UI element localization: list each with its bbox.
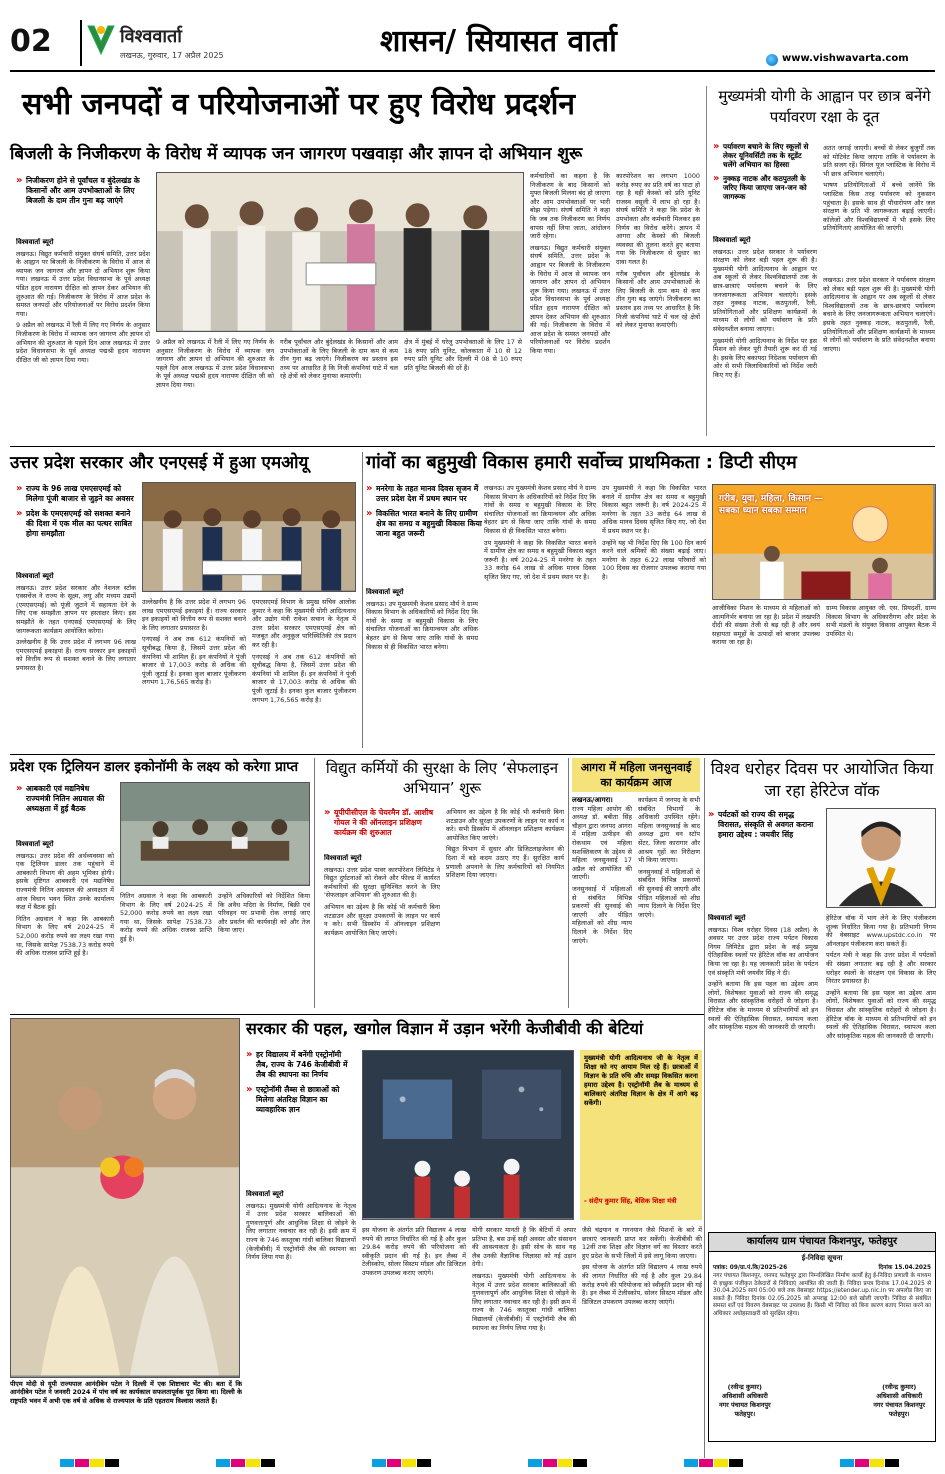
bijli-body-4: क्षेत्र में मुंबई में घरेलू उपभोक्ताओं के लिए 17 से 18 रुपए प्रति यूनिट, कोलकाता में 10 से 12 रुपए प्रति यूनिट और दिल्ली में 08 से 10 रुपए प्रति यूनिट बिजली की दरें हैं।	[404, 338, 522, 372]
kgbv-bullet-1: » हर विद्यालय में बनेंगी एस्ट्रोनॉमी लैब, राज्य के 746 केजीबीवी में लैब की स्थापना का निर्णय	[246, 1050, 356, 1080]
women-byline: लखनऊ/आगरा।	[572, 796, 613, 804]
heritage-body-4: पर्यटन मंत्री ने कहा कि उत्तर प्रदेश में पर्यटकों की संख्या लगातार बढ़ रही है और सरकार धरोहर स्थलों के संरक्षण एवं विकास के लिए निरंतर प्रयासरत है।	[826, 951, 936, 986]
kgbv-col-1	[246, 1190, 356, 1442]
bijli-body-6b: गरीब पूर्वांचल और बुंदेलखंड के किसानों और आम उपभोक्ताओं के लिए बिजली के दाम कम से कम तीन गुना बढ़ जाएंगे। निजीकरण का प्रस्ताव इस तथ्य पर आधारित है कि निजी कंपनियां घाटे में चल रहे क्षेत्रों को लेकर मुनाफा कमाएंगी।	[616, 269, 700, 330]
kgbv-governor-photo	[10, 1018, 240, 1378]
trillion-headline: प्रदेश एक ट्रिलियन डालर इकोनॉमी के लक्ष्य को करेगा प्राप्त	[10, 759, 299, 775]
tender-notice	[708, 1232, 936, 1442]
heritage-col-1	[708, 914, 818, 1228]
notice-ref-right: दिनांक 15.04.2025	[878, 1265, 931, 1271]
notice-sign-right-role: अधिशासी अधिकारी	[876, 1392, 923, 1400]
safeline-story	[318, 758, 566, 1013]
masthead-underline	[10, 70, 935, 72]
kgbv-quote-box	[580, 1050, 702, 1220]
column-divider-trillion	[314, 758, 315, 1008]
banner-headline: सभी जनपदों व परियोजनाओं पर हुए विरोध प्रदर्शन	[22, 87, 575, 122]
deputy-body-2: उप मुख्यमंत्री ने कहा कि विकसित भारत बनाने में ग्रामीण क्षेत्र का समग्र व बहुमुखी विकास बहुत जरूरी है। वर्ष 2024-25 में मनरेगा के तहत 33 करोड़ 64 लाख से अधिक मानव दिवस सृजित किए गए, जो देश में प्रथम स्थान पर है।	[484, 538, 596, 581]
heritage-col-2	[826, 914, 936, 1228]
notice-sign-right-name: (रवीन्द्र कुमार)	[882, 1383, 917, 1391]
cm-body-1: लखनऊ। उत्तर प्रदेश सरकार ने पर्यावरण संरक्षण को लेकर बड़ी पहल शुरू की है। मुख्यमंत्री योगी आदित्यनाथ के आह्वान पर अब स्कूलों से लेकर विश्वविद्यालयों तक के छात्र-छात्राएं पर्यावरण बचाने के लिए जनजागरूकता अभियान चलाएंगे। इसके तहत नुक्कड़ नाटक, कठपुतली, रैली, प्रतियोगिताओं और प्रशिक्षण कार्यक्रमों के माध्यम से लोगों को पर्यावरण के प्रति संवेदनशील बनाया जाएगा।	[713, 247, 817, 333]
notice-signatures	[709, 1381, 935, 1421]
deputy-body-5: ग्राम्य विकास आयुक्त जी. एस. प्रियदर्शी, ग्राम्य विकास विभाग के अधिकारीगण और प्रदेश के सभी मंडलों के संयुक्त विकास आयुक्त बैठक में उपस्थित थे।	[826, 604, 936, 638]
cm-story-right-col-2	[823, 276, 935, 432]
cm-body-3: अतत जगाई जाएगी। बच्चों से लेकर बुजुर्गों तक को मोटिवेट किया जाएगा ताकि वे पर्यावरण के प्रति सजग रहें। सिंगल यूज प्लास्टिक के विरोध में भी छात्र अभियान चलाएंगे।	[823, 144, 935, 178]
trillion-body-3: उन्होंने अधिकारियों को निर्देशित किया कि अवैध मदिरा के निर्माण, बिक्री एवं परिवहन पर प्रभावी रोक लगाई जाए और प्रवर्तन की कार्यवाही को और तेज किया जाए।	[218, 892, 310, 935]
heritage-bullet-1: » पर्यटकों को राज्य की समृद्ध विरासत, संस्कृति से अवगत कराना हमारा उद्देश्य : जयवीर सिंह	[708, 810, 820, 840]
deputy-photo	[712, 484, 936, 600]
trillion-bullet-1: » आबकारी एवं मद्यनिषेध राज्यमंत्री नितिन अग्रवाल की अध्यक्षता में हुई बैठक	[16, 784, 112, 814]
kgbv-body-4: जैसे चंद्रयान व गगनयान जैसे मिशनों के बारे में छात्राएं जानकारी प्राप्त कर सकेंगी। केजीबीवी की 12वीं तक शिक्षा और विज्ञान वर्ग का विस्तार करते हुए प्रदेश के सभी जिलों में इसे लागू किया जाएगा।	[582, 1226, 702, 1260]
trillion-story	[10, 758, 310, 1013]
safeline-col-1	[324, 854, 440, 1012]
bijli-body-6: कारपोरेशन का लगभग 1000 करोड़ रुपए का प्रति वर्ष का घाटा हो रहा है वहीं केस्को को प्रति यूनिट राजस्व वसूली में लाभ हो रहा है। संघर्ष समिति ने कहा कि प्रदेश के उपभोक्ता और कर्मचारी मिलकर इस निर्णय का विरोध करेंगे। ज्ञापन में आगरा और केस्को की बिजली व्यवस्था की तुलना करते हुए बताया गया कि निजीकरण से सुधार का दावा गलत है।	[616, 172, 700, 266]
cm-story	[706, 86, 936, 436]
kgbv-body-1b: लखनऊ। मुख्यमंत्री योगी आदित्यनाथ के नेतृत्व में उत्तर प्रदेश सरकार बालिकाओं की गुणवत्तापूर्ण और आधुनिक शिक्षा से जोड़ने के लिए लगातार नवाचार कर रही है। इसी क्रम में राज्य के 746 कस्तूरबा गांधी बालिका विद्यालयों (केजीबीवी) में एस्ट्रोनॉमी लैब की स्थापना का निर्णय लिया गया है।	[472, 1271, 576, 1332]
women-body-2b: जनसुनवाई में महिलाओं से संबंधित विभिन्न प्रकरणों की सुनवाई की जाएगी और पीड़ित महिलाओं को शीघ्र न्याय दिलाने के निर्देश दिए जाएंगे।	[638, 867, 700, 919]
website-url[interactable]: www.vishwavarta.com	[782, 53, 909, 64]
deputy-body-1: लखनऊ। उप मुख्यमंत्री केशव प्रसाद मौर्य ने ग्राम्य विकास विभाग के अधिकारियों को निर्देश दिए कि गांवों के समग्र व बहुमुखी विकास के लिए संचालित योजनाओं का क्रियान्वयन और अधिक बेहतर ढंग से किया जाए ताकि गांवों के समग्र विकास से ही विकसित भारत बनेगा।	[366, 599, 478, 651]
bijli-photo	[156, 172, 524, 332]
cm-story-left-col	[713, 236, 817, 432]
deputy-byline: विश्ववार्ता ब्यूरो	[366, 588, 404, 596]
deputy-body-2b: उप मुख्यमंत्री ने कहा कि विकसित भारत बनाने में ग्रामीण क्षेत्र का समग्र व बहुमुखी विकास बहुत जरूरी है। वर्ष 2024-25 में मनरेगा के तहत 33 करोड़ 64 लाख से अधिक मानव दिवस सृजित किए गए, जो देश में प्रथम स्थान पर है।	[602, 484, 706, 535]
notice-sign-right	[873, 1383, 925, 1419]
bijli-col-4	[404, 338, 522, 442]
deputy-col-1	[366, 588, 478, 752]
trillion-col-3	[218, 892, 310, 1012]
kgbv-col-4	[582, 1226, 702, 1442]
minister-portrait-icon	[827, 808, 935, 907]
heritage-photo	[826, 808, 936, 908]
deputy-body-3: उन्होंने यह भी निर्देश दिए कि 100 दिन कार्य करने वाले श्रमिकों की संख्या बढ़ाई जाए। मनरेगा के तहत 6.22 लाख परिवारों को 100 दिवस का रोजगार उपलब्ध कराया गया है।	[602, 538, 706, 581]
bijli-bullet-1: » निजीकरण होने से पूर्वांचल व बुंदेलखंड के किसानों और आम उपभोक्ताओं के लिए बिजली के दाम तीन गुना बढ़ जाएंगे	[16, 176, 148, 206]
kgbv-body-2b: इस योजना के अंतर्गत प्रति विद्यालय 4 लाख रुपये की लागत निर्धारित की गई है और कुल 29.84 करोड़ रुपये की परियोजना को स्वीकृति प्रदान की गई है। इन लैब्स में टेलीस्कोप, सोलर सिस्टम मॉडल और डिजिटल उपकरण उपलब्ध कराए जाएंगे।	[582, 1263, 702, 1306]
mou-body-2b: उल्लेखनीय है कि उत्तर प्रदेश में लगभग 96 लाख एमएसएमई इकाइयां हैं। राज्य सरकार इन इकाइयों को वित्तीय रूप से सशक्त बनाने के लिए लगातार प्रयासरत है।	[142, 598, 246, 632]
safeline-body-1: लखनऊ। उत्तर प्रदेश पावर कारपोरेशन लिमिटेड ने विद्युत दुर्घटनाओं को रोकने और फील्ड में कार्यरत कर्मचारियों की सुरक्षा सुनिश्चित करने के लिए 'सेफलाइन अभियान' की शुरुआत की है।	[324, 865, 440, 900]
deputy-bullet-2: » विकसित भारत बनाने के लिए ग्रामीण क्षेत्र का समग्र व बहुमुखी विकास किया जाना बहुत जरूरी	[366, 509, 486, 539]
deputy-bullet-1: » मनरेगा के तहत मानव दिवस सृजन में उत्तर प्रदेश देश में प्रथम स्थान पर	[366, 484, 486, 504]
divider-1	[10, 446, 935, 447]
mou-body-2: उल्लेखनीय है कि उत्तर प्रदेश में लगभग 96 लाख एमएसएमई इकाइयां हैं। राज्य सरकार इन इकाइयों को वित्तीय रूप से सशक्त बनाने के लिए लगातार प्रयासरत है।	[16, 638, 136, 672]
notice-sign-left-name: (रवीन्द्र कुमार)	[727, 1383, 762, 1391]
mou-story	[10, 452, 360, 752]
safeline-body-2b: अभियान का उद्देश्य है कि कोई भी कर्मचारी बिना शटडाउन और सुरक्षा उपकरणों के लाइन पर कार्य न करे। सभी डिस्कॉम में ऑनलाइन प्रशिक्षण कार्यक्रम आयोजित किए जाएंगे।	[446, 808, 564, 842]
color-registration-strip	[60, 1452, 900, 1462]
cmyk-block-6	[840, 1452, 900, 1462]
kgbv-byline: विश्ववार्ता ब्यूरो	[246, 1190, 284, 1198]
cmyk-block-2	[216, 1452, 276, 1462]
bijli-col-3	[280, 338, 398, 442]
safeline-body-2: अभियान का उद्देश्य है कि कोई भी कर्मचारी बिना शटडाउन और सुरक्षा उपकरणों के लाइन पर कार्य न करे। सभी डिस्कॉम में ऑनलाइन प्रशिक्षण कार्यक्रम आयोजित किए जाएंगे।	[324, 902, 440, 937]
bijli-col-6	[616, 172, 700, 442]
cm-story-right-col	[823, 144, 935, 272]
bijli-body-1: लखनऊ। विद्युत कर्मचारी संयुक्त संघर्ष समिति, उत्तर प्रदेश के आह्वान पर बिजली के निजीकरण के विरोध में आज से व्यापक जन जागरण और ज्ञापन दो अभियान शुरू किया गया। लखनऊ में उत्तर प्रदेश विधानसभा के पूर्व अध्यक्ष पंडित हृदय नारायण दीक्षित को ज्ञापन देकर अभियान की शुरुआत की गई। निजीकरण के विरोध में आज प्रदेश के समस्त जनपदों और परियोजनाओं पर विरोध प्रदर्शन किया गया।	[16, 249, 150, 318]
trillion-col-1	[16, 840, 114, 1012]
notice-sign-right-org: नगर पंचायत किशनपुर	[873, 1401, 925, 1409]
mou-bullets	[16, 484, 136, 544]
kgbv-col-3	[472, 1226, 576, 1442]
bijli-body-3: गरीब पूर्वांचल और बुंदेलखंड के किसानों और आम उपभोक्ताओं के लिए बिजली के दाम कम से कम तीन गुना बढ़ जाएंगे। निजीकरण का प्रस्ताव इस तथ्य पर आधारित है कि निजी कंपनियां घाटे में चल रहे क्षेत्रों को लेकर मुनाफा कमाएंगी।	[280, 338, 398, 381]
women-hearing-story	[572, 758, 700, 1013]
deputy-col-5	[826, 604, 936, 752]
bijli-story	[10, 142, 700, 442]
trillion-photo	[120, 782, 310, 886]
deputy-col-2	[484, 484, 596, 752]
page-number: 02	[10, 24, 52, 59]
cmyk-block-3	[372, 1452, 432, 1462]
heritage-body-2: उन्होंने बताया कि इस पहल का उद्देश्य आम लोगों, विशेषकर युवाओं को राज्य की समृद्ध विरासत और सांस्कृतिक धरोहरों से जोड़ना है। हेरिटेज वॉक के माध्यम से प्रतिभागियों को इन स्थलों की ऐतिहासिक विरासत, स्थापत्य कला और सांस्कृतिक महत्व की जानकारी दी जाएगी।	[708, 980, 818, 1032]
kgbv-bullets	[246, 1050, 356, 1120]
mou-headline: उत्तर प्रदेश सरकार और एनएसई में हुआ एमओयू	[10, 453, 309, 473]
heritage-body-2b: उन्होंने बताया कि इस पहल का उद्देश्य आम लोगों, विशेषकर युवाओं को राज्य की समृद्ध विरासत और सांस्कृतिक धरोहरों से जोड़ना है। हेरिटेज वॉक के माध्यम से प्रतिभागियों को इन स्थलों की ऐतिहासिक विरासत, स्थापत्य कला और सांस्कृतिक महत्व की जानकारी दी जाएगी।	[826, 988, 936, 1040]
trillion-body-1: लखनऊ। उत्तर प्रदेश की अर्थव्यवस्था को एक ट्रिलियन डालर तक पहुंचाने में आबकारी विभाग की अहम भूमिका होगी। इसके दृष्टिगत आबकारी एवं मद्यनिषेध राज्यमंत्री नितिन अग्रवाल की अध्यक्षता में आज विधान भवन स्थित उनके कार्यालय कक्ष में बैठक हुई।	[16, 851, 114, 912]
column-divider-mou	[362, 452, 363, 748]
heritage-byline: विश्ववार्ता ब्यूरो	[708, 914, 746, 922]
mou-bullet-1: » राज्य के 96 लाख एमएसएमई को मिलेगा पूंजी बाजार से जुड़ने का अवसर	[16, 484, 136, 504]
bijli-body-5b: लखनऊ। विद्युत कर्मचारी संयुक्त संघर्ष समिति, उत्तर प्रदेश के आह्वान पर बिजली के निजीकरण के विरोध में आज से व्यापक जन जागरण और ज्ञापन दो अभियान शुरू किया गया। लखनऊ में उत्तर प्रदेश विधानसभा के पूर्व अध्यक्ष पंडित हृदय नारायण दीक्षित को ज्ञापन देकर अभियान की शुरुआत की गई। निजीकरण के विरोध में आज प्रदेश के समस्त जनपदों और परियोजनाओं पर विरोध प्रदर्शन किया गया।	[530, 243, 610, 355]
heritage-story	[708, 758, 936, 1228]
bijli-bullets	[16, 176, 148, 211]
heritage-body-3: हेरिटेज वॉक में भाग लेने के लिए पंजीकरण शुल्क निर्धारित किया गया है। प्रतिभागी निगम की वेबसाइट www.upstdc.co.in पर ऑनलाइन पंजीकरण करा सकते हैं।	[826, 914, 936, 948]
cm-byline: विश्ववार्ता ब्यूरो	[713, 236, 751, 244]
notice-sign-left-place: फतेहपुर।	[734, 1410, 756, 1418]
divider-3	[10, 1014, 704, 1015]
mou-photo	[142, 482, 356, 592]
deputy-bullets	[366, 484, 486, 544]
notice-refs	[709, 1263, 935, 1271]
notice-body: नगर पंचायत किशनपुर, जनपद फतेहपुर द्वारा निम्नलिखित निर्माण कार्यों हेतु ई-निविदा प्रणाली के माध्यम से इच्छुक पंजीकृत ठेकेदारों से निविदाएं आमंत्रित की जाती हैं। निविदा प्रपत्र दिनांक 17.04.2025 से 30.04.2025 सायं 05:00 बजे तक वेबसाइट https://etender.up.nic.in पर अपलोड किए जा सकते हैं। निविदा दिनांक 02.05.2025 को अपराह्न 12:00 बजे खोली जाएगी। निविदा से संबंधित समस्त शर्तें एवं विवरण वेबसाइट पर उपलब्ध हैं। किसी भी निविदा को बिना कारण बताए निरस्त करने का अधिकार अधोहस्ताक्षरी को सुरक्षित रहेगा।	[713, 1273, 931, 1317]
trillion-col-2	[120, 892, 212, 1012]
kgbv-story	[246, 1018, 702, 1442]
mou-col-3	[252, 598, 356, 752]
masthead-divider	[80, 20, 82, 66]
kgbv-bullet-2: » एस्ट्रोनॉमी लैब्स से छात्राओं को मिलेगा अंतरिक्ष विज्ञान का व्यावहारिक ज्ञान	[246, 1085, 356, 1115]
notice-subtitle: ई-निविदा सूचना	[801, 1254, 843, 1262]
kgbv-headline: सरकार की पहल, खगोल विज्ञान में उड़ान भरेंगी केजीबीवी की बेटियां	[246, 1019, 644, 1038]
v-logo-icon	[86, 22, 116, 56]
cm-story-bullets	[713, 142, 813, 206]
people-photo-icon	[157, 172, 523, 331]
column-divider-safeline	[568, 758, 569, 1008]
kgbv-body-1: लखनऊ। मुख्यमंत्री योगी आदित्यनाथ के नेतृत्व में उत्तर प्रदेश सरकार बालिकाओं की गुणवत्तापूर्ण और आधुनिक शिक्षा से जोड़ने के लिए लगातार नवाचार कर रही है। इसी क्रम में राज्य के 746 कस्तूरबा गांधी बालिका विद्यालयों (केजीबीवी) में एस्ट्रोनॉमी लैब की स्थापना का निर्णय लिया गया है।	[246, 1201, 356, 1262]
trillion-byline: विश्ववार्ता ब्यूरो	[16, 840, 54, 848]
bijli-body-2: 9 अप्रैल को लखनऊ में रैली में लिए गए निर्णय के अनुसार निजीकरण के विरोध में व्यापक जन जागरण और ज्ञापन दो अभियान की शुरुआत के पहले दिन आज लखनऊ में उत्तर प्रदेश विधानसभा के पूर्व अध्यक्ष पद्मश्री हृदय नारायण दीक्षित जी को ज्ञापन दिया गया।	[16, 321, 150, 364]
bijli-subhead: बिजली के निजीकरण के विरोध में व्यापक जन जागरण पखवाड़ा और ज्ञापन दो अभियान शुरू	[10, 144, 583, 164]
mou-byline: विश्ववार्ता ब्यूरो	[16, 572, 54, 580]
heritage-body-1: लखनऊ। विश्व धरोहर दिवस (18 अप्रैल) के अवसर पर उत्तर प्रदेश राज्य पर्यटन विकास निगम लिमिटेड द्वारा प्रदेश के कई प्रमुख ऐतिहासिक स्थलों पर हेरिटेज वॉक का आयोजन किया जा रहा है। यह जानकारी प्रदेश के पर्यटन एवं संस्कृति मंत्री जयवीर सिंह ने दी।	[708, 925, 818, 977]
cm-story-headline: मुख्यमंत्री योगी के आह्वान पर छात्र बनेंगे पर्यावरण रक्षा के दूत	[718, 87, 931, 126]
mou-body-4: एनएसई ने अब तक 612 कंपनियों को सूचीबद्ध किया है, जिसमें उत्तर प्रदेश की कंपनियां भी शामिल हैं। इन कंपनियों ने पूंजी बाजार से 17,003 करोड़ से अधिक की पूंजी जुटाई है। इनका कुल बाजार पूंजीकरण लगभग 1,76,565 करोड़ है।	[252, 652, 356, 704]
bijli-body-2b: 9 अप्रैल को लखनऊ में रैली में लिए गए निर्णय के अनुसार निजीकरण के विरोध में व्यापक जन जागरण और ज्ञापन दो अभियान की शुरुआत के पहले दिन आज लखनऊ में उत्तर प्रदेश विधानसभा के पूर्व अध्यक्ष पद्मश्री हृदय नारायण दीक्षित जी को ज्ञापन दिया गया।	[156, 338, 274, 389]
kgbv-quote: मुख्यमंत्री योगी आदित्यनाथ जी के नेतृत्व में शिक्षा को नए आयाम मिल रहे हैं। छात्राओं में विज्ञान के प्रति रुचि और समझ विकसित करना हमारा उद्देश्य है। एस्ट्रोनॉमी लैब के माध्यम से बालिकाएं अंतरिक्ष विज्ञान के क्षेत्र में आगे बढ़ सकेंगी।	[584, 1054, 698, 1107]
notice-sign-left-role: अधिशासी अधिकारी	[721, 1392, 768, 1400]
cm-body-1b: लखनऊ। उत्तर प्रदेश सरकार ने पर्यावरण संरक्षण को लेकर बड़ी पहल शुरू की है। मुख्यमंत्री योगी आदित्यनाथ के आह्वान पर अब स्कूलों से लेकर विश्वविद्यालयों तक के छात्र-छात्राएं पर्यावरण बचाने के लिए जनजागरूकता अभियान चलाएंगे। इसके तहत नुक्कड़ नाटक, कठपुतली, रैली, प्रतियोगिताओं और प्रशिक्षण कार्यक्रमों के माध्यम से लोगों को पर्यावरण के प्रति संवेदनशील बनाया जाएगा।	[823, 276, 935, 353]
globe-icon	[766, 54, 778, 66]
women-col-1	[572, 796, 632, 1012]
cm-body-4: भाषण प्रतियोगिताओं में बच्चे जानेंगे कि प्लास्टिक किस तरह पर्यावरण को नुकसान पहुंचाता है। इसके साथ ही पौधारोपण और जल संरक्षण के प्रति भी जागरूकता बढ़ाई जाएगी। कॉलेजों और विश्वविद्यालयों में भी इसके लिए प्रतियोगिताएं आयोजित की जाएंगी।	[823, 181, 935, 233]
safeline-col-2	[446, 808, 564, 1012]
trillion-body-2: नितिन अग्रवाल ने कहा कि आबकारी विभाग के लिए वर्ष 2024-25 में 52,000 करोड़ रुपये का लक्ष्य रखा गया था, जिसके सापेक्ष 7538.73 करोड़ रुपये की अधिक राजस्व प्राप्ति हुई है।	[16, 914, 114, 958]
notice-sign-left-org: नगर पंचायत किशनपुर	[719, 1401, 771, 1409]
notice-ref-left: पत्रांक: 09/ग्रा.पं.कि/2025-26	[713, 1265, 788, 1271]
deputy-col-3	[602, 484, 706, 752]
safeline-byline: विश्ववार्ता ब्यूरो	[324, 854, 362, 862]
dateline: लखनऊ, गुरुवार, 17 अप्रैल 2025	[120, 51, 224, 60]
deputy-body-1b: लखनऊ। उप मुख्यमंत्री केशव प्रसाद मौर्य ने ग्राम्य विकास विभाग के अधिकारियों को निर्देश दिए कि गांवों के समग्र व बहुमुखी विकास के लिए संचालित योजनाओं का क्रियान्वयन और अधिक बेहतर ढंग से किया जाए ताकि गांवों के समग्र विकास से ही विकसित भारत बनेगा।	[484, 484, 596, 535]
heritage-bullets	[708, 810, 820, 845]
meeting-photo-icon	[121, 782, 309, 885]
mou-col-2	[142, 598, 246, 752]
mou-body-1: लखनऊ। उत्तर प्रदेश सरकार और नेशनल स्टॉक एक्सचेंज ने राज्य के सूक्ष्म, लघु और मध्यम उद्यमों (एमएसएमई) को पूंजी जुटाने में सहायता देने के लिए एक समझौता ज्ञापन पर हस्ताक्षर किए। इस समझौते के तहत एनएसई एमएसएमई के लिए जागरूकता कार्यक्रम आयोजित करेगा।	[16, 583, 136, 635]
kgbv-photo-caption: पीएम मोदी से यूपी राज्यपाल आनंदीबेन पटेल ने दिल्ली में एक शिष्टाचार भेंट की। बता दें कि आनंदीबेन पटेल ने जनवरी 2024 में पांच वर्ष का कार्यकाल सफलतापूर्वक पूरा किया था। दिल्ली के राष्ट्रपति भवन में अभी एक वर्ष से अधिक से राज्यपाल के प्रति एहतराम विश्वास जताते हैं।	[10, 1380, 242, 1405]
notice-sign-right-place: फतेहपुर।	[888, 1410, 910, 1418]
bijli-col-1	[16, 238, 150, 442]
column-divider-heritage	[704, 758, 705, 1458]
deputy-photo-caption: गरीब, युवा, महिला, किसान — सबका ध्यान सबका सम्मान	[719, 494, 824, 516]
deputy-cm-story	[366, 452, 936, 752]
deputy-body-4: आजीविका मिशन के माध्यम से महिलाओं को आत्मनिर्भर बनाया जा रहा है। प्रदेश में लखपति दीदी की संख्या तेजी से बढ़ रही है और स्वयं सहायता समूहों के उत्पादों को बाजार उपलब्ध कराया जा रहा है।	[712, 604, 820, 647]
bijli-body-5: कर्मचारियों का कहना है कि निजीकरण के बाद किसानों को मुफ्त बिजली मिलना बंद हो जाएगा और आम उपभोक्ताओं पर भारी बोझ पड़ेगा। संघर्ष समिति ने कहा कि जब तक निजीकरण का निर्णय वापस नहीं लिया जाता, आंदोलन जारी रहेगा।	[530, 172, 610, 241]
cmyk-block-4	[528, 1452, 588, 1462]
masthead	[10, 14, 935, 72]
women-body-3: कार्यक्रम में जनपद के सभी संबंधित विभागों के अधिकारी उपस्थित रहेंगे। महिला जनसुनवाई के बाद अध्यक्ष द्वारा वन स्टॉप सेंटर, जिला कारागार और आश्रय गृहों का निरीक्षण भी किया जाएगा।	[638, 796, 700, 865]
bijli-col-5	[530, 172, 610, 442]
mou-body-3: एमएसएमई विभाग के प्रमुख सचिव आलोक कुमार ने कहा कि मुख्यमंत्री योगी आदित्यनाथ और उद्योग मंत्री राकेश सचान के नेतृत्व में उत्तर प्रदेश सरकार एमएसएमई क्षेत्र को मजबूत और अनुकूल पारिस्थितिकी तंत्र प्रदान कर रही है।	[252, 598, 356, 649]
cm-bullet-1: » पर्यावरण बचाने के लिए स्कूलों से लेकर यूनिवर्सिटी तक के स्टूडेंट चलेंगे अभियान का हिस्सा	[713, 142, 813, 169]
governor-pm-photo-icon	[11, 1018, 239, 1377]
kgbv-quote-author: - संदीप कुमार सिंह, बेसिक शिक्षा मंत्री	[584, 1197, 677, 1205]
heritage-headline: विश्व धरोहर दिवस पर आयोजित किया जा रहा हेरिटेज वॉक	[710, 759, 934, 800]
bijli-col-2	[156, 338, 274, 442]
divider-2	[10, 754, 935, 755]
women-body-2: जनसुनवाई में महिलाओं से संबंधित विभिन्न प्रकरणों की सुनवाई की जाएगी और पीड़ित महिलाओं को शीघ्र न्याय दिलाने के निर्देश दिए जाएंगे।	[572, 884, 632, 945]
trillion-bullets	[16, 784, 112, 819]
section-title: शासन/ सियासत वार्ता	[380, 24, 617, 59]
mou-body-4b: एनएसई ने अब तक 612 कंपनियों को सूचीबद्ध किया है, जिसमें उत्तर प्रदेश की कंपनियां भी शामिल हैं। इन कंपनियों ने पूंजी बाजार से 17,003 करोड़ से अधिक की पूंजी जुटाई है। इनका कुल बाजार पूंजीकरण लगभग 1,76,565 करोड़ है।	[142, 635, 246, 687]
safeline-headline: विद्युत कर्मियों की सुरक्षा के लिए ‘सेफलाइन अभियान’ शुरू	[325, 759, 559, 797]
mou-bullet-2: » प्रदेश के एमएसएमई को सशक्त बनाने की दिशा में एक मील का पत्थर साबित होगा समझौता	[16, 509, 136, 539]
safeline-bullet-1: » यूपीपीसीएल के चेयरमैन डॉ. आशीष गोयल ने की ऑनलाइन प्रशिक्षण कार्यक्रम की शुरुआत	[324, 808, 440, 838]
women-headline: आगरा में महिला जनसुनवाई का कार्यक्रम आज	[572, 758, 700, 792]
mou-signing-photo-icon	[143, 482, 355, 591]
trillion-body-2b: नितिन अग्रवाल ने कहा कि आबकारी विभाग के लिए वर्ष 2024-25 में 52,000 करोड़ रुपये का लक्ष्य रखा गया था, जिसके सापेक्ष 7538.73 करोड़ रुपये की अधिक राजस्व प्राप्ति हुई है।	[120, 892, 212, 943]
notice-sign-left	[719, 1383, 771, 1419]
astronomy-lab-photo-icon	[363, 1050, 573, 1219]
cm-bullet-2: » नुक्कड़ नाटक और कठपुतली के जरिए किया जाएगा जन-जन को जागरूक	[713, 174, 813, 201]
kgbv-body-2: इस योजना के अंतर्गत प्रति विद्यालय 4 लाख रुपये की लागत निर्धारित की गई है और कुल 29.84 करोड़ रुपये की परियोजना को स्वीकृति प्रदान की गई है। इन लैब्स में टेलीस्कोप, सोलर सिस्टम मॉडल और डिजिटल उपकरण उपलब्ध कराए जाएंगे।	[362, 1226, 466, 1277]
women-col-2	[638, 796, 700, 1012]
women-body-1: राज्य महिला आयोग की अध्यक्ष डॉ. बबीता सिंह चौहान द्वारा जनपद आगरा में महिला उत्पीड़न की रोकथाम एवं महिला सशक्तिकरण के उद्देश्य से महिला जनसुनवाई 17 अप्रैल को आयोजित की जाएगी।	[572, 804, 632, 882]
deputy-col-4	[712, 604, 820, 752]
mou-col-1	[16, 572, 136, 752]
notice-title: कार्यालय ग्राम पंचायत किशनपुर, फतेहपुर	[709, 1233, 935, 1252]
safeline-bullets	[324, 808, 440, 843]
kgbv-lab-photo	[362, 1050, 574, 1220]
bijli-byline: विश्ववार्ता ब्यूरो	[16, 238, 54, 246]
brand-name: विश्ववार्ता	[120, 26, 182, 47]
cm-body-2: मुख्यमंत्री योगी आदित्यनाथ के निर्देश पर इस मिशन को लेकर पूरी तैयारी शुरू कर दी गई है। इसके लिए बकायदा निदेशक पर्यावरण की ओर से सभी जिलाधिकारियों को निर्देश जारी किए गए हैं।	[713, 336, 817, 379]
kgbv-col-2	[362, 1226, 466, 1442]
safeline-body-3: विद्युत विभाग में सुधार और डिजिटलाइजेशन की दिशा में बड़े कदम उठाए गए हैं। सुरक्षित कार्य प्रणाली अपनाने के लिए कर्मचारियों को नियमित प्रशिक्षण दिया जाएगा।	[446, 845, 564, 880]
cmyk-block-1	[60, 1452, 120, 1462]
kgbv-body-3: योगी सरकार मानती है कि बेटियों में अपार प्रतिभा है, बस उन्हें सही अवसर और संसाधन की आवश्यकता है। इसी सोच के साथ यह लैब उनकी वैज्ञानिक जिज्ञासा को नई उड़ान देगी।	[472, 1226, 576, 1269]
deputy-headline: गांवों का बहुमुखी विकास हमारी सर्वोच्च प्राथमिकता : डिप्टी सीएम	[366, 452, 797, 473]
cmyk-block-5	[684, 1452, 744, 1462]
